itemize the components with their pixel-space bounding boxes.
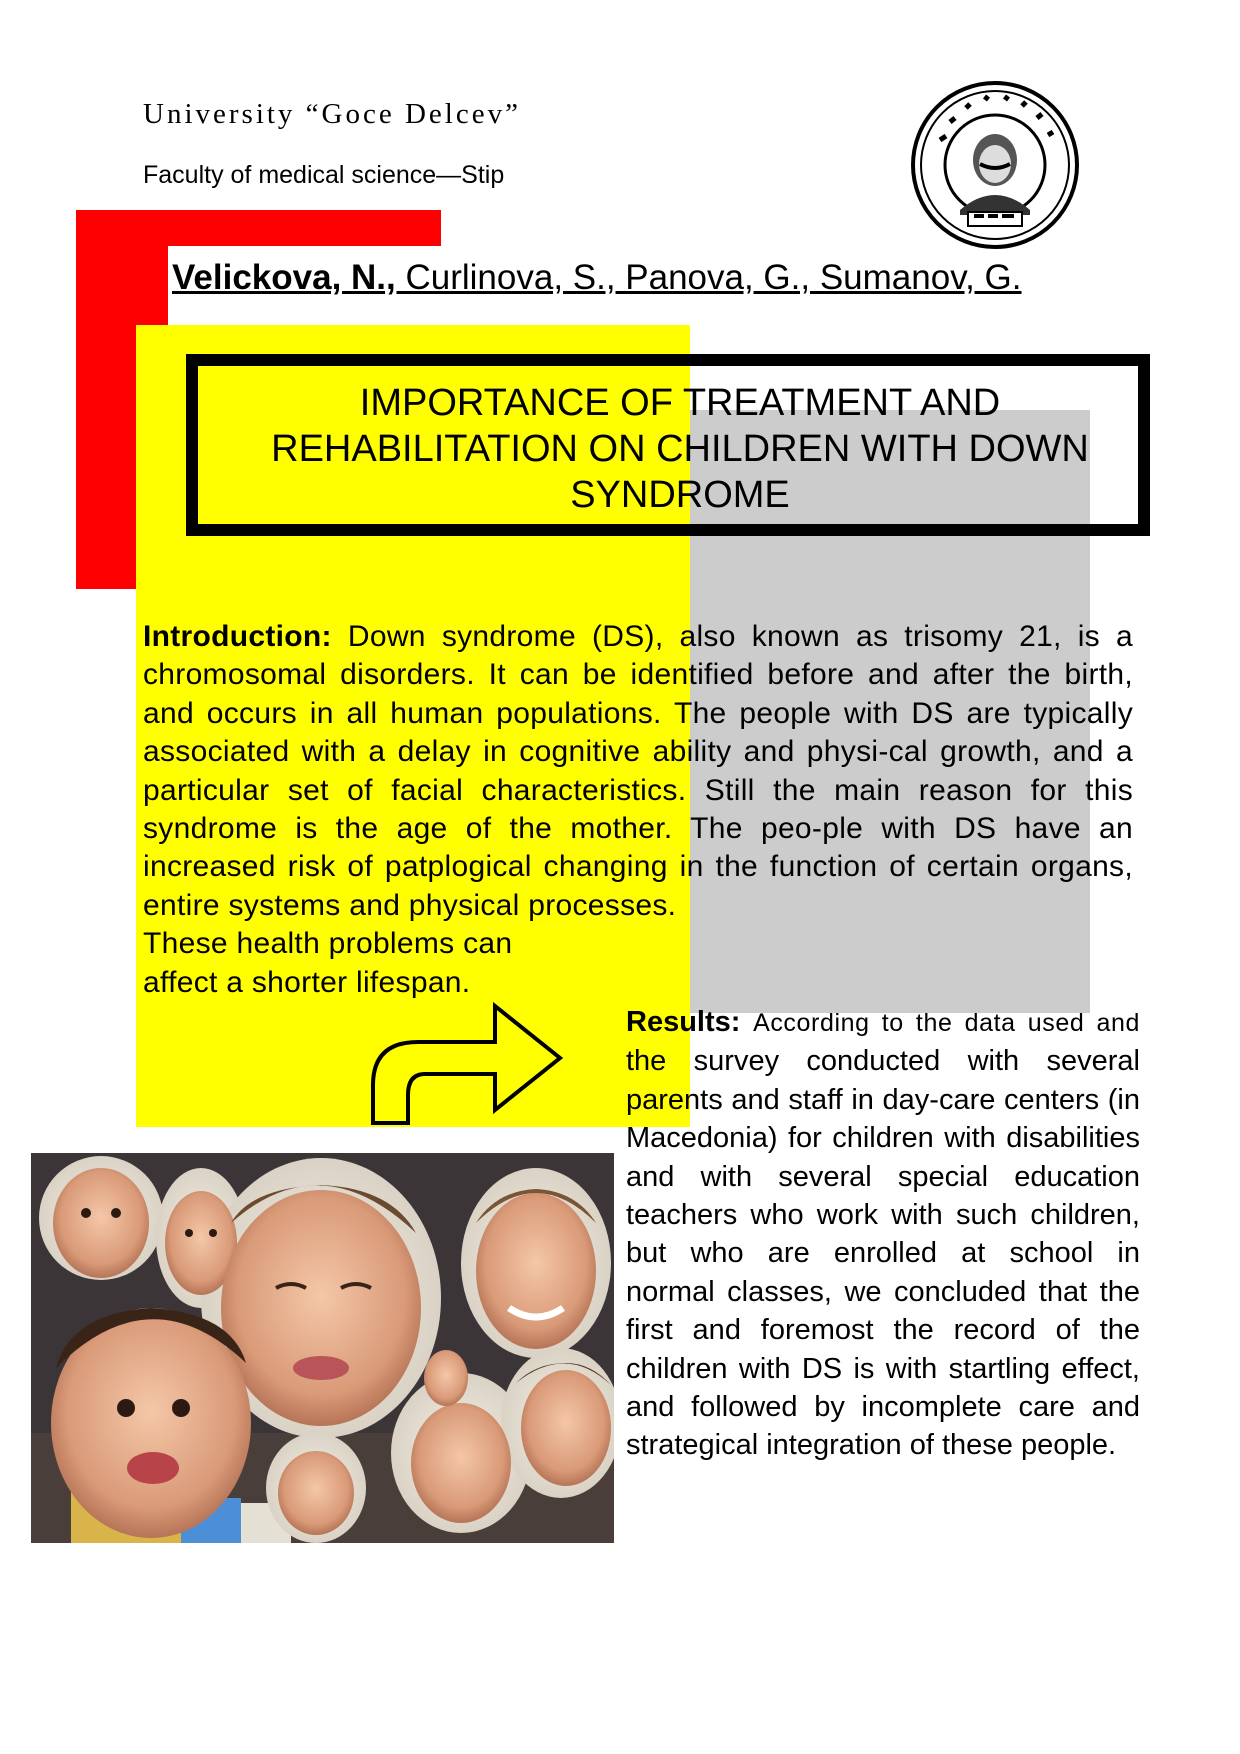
results-lead: According to the data used and <box>753 1009 1140 1037</box>
red-accent-top-bar <box>76 210 441 246</box>
results-label: Results: <box>626 1006 741 1038</box>
introduction-tail-1: These health problems can <box>143 927 513 961</box>
co-authors: Curlinova, S., Panova, G., Sumanov, G. <box>405 258 1022 297</box>
main-author: Velickova, N., <box>172 258 406 297</box>
university-seal-logo <box>910 80 1080 250</box>
university-name: University “Goce Delcev” <box>143 98 521 130</box>
faculty-name: Faculty of medical science—Stip <box>143 161 505 189</box>
results-section <box>626 1003 1140 1465</box>
results-body: the survey conducted with several parents and staff in day-care centers (in Macedonia) for children with disabilities and with several special education teachers who work with such children, but who are enrolled at school in normal classes, we concluded that the first and foremost the record of the children with DS is with startling effect, and followed by incomplete care and strategical integration of these people. <box>626 1045 1140 1462</box>
title-line-2: REHABILITATION ON CHILDREN WITH DOWN <box>271 428 1089 470</box>
title-line-3: SYNDROME <box>570 474 790 516</box>
poster-title <box>200 380 1160 518</box>
introduction-section <box>143 618 1133 1002</box>
title-line-1: IMPORTANCE OF TREATMENT AND <box>359 382 1001 424</box>
introduction-label: Introduction: <box>143 620 332 653</box>
introduction-body: Down syndrome (DS), also known as trisomy 21, is a chromosomal disorders. It can be identified before and after the birth, and occurs in all human populations. The people with DS are typically associated with a delay in cognitive ability and physi-cal growth, and a particular set of facial characteristics. Still the main reason for this syndrome is the age of the mother. The peo-ple with DS have an increased risk of patplogical changing in the function of certain organs, entire systems and physical processes. <box>143 620 1133 922</box>
children-photo-collage <box>31 1153 614 1543</box>
introduction-tail-2: affect a shorter lifespan. <box>143 965 471 999</box>
author-list <box>172 258 1022 298</box>
curved-arrow-icon <box>370 1000 570 1125</box>
